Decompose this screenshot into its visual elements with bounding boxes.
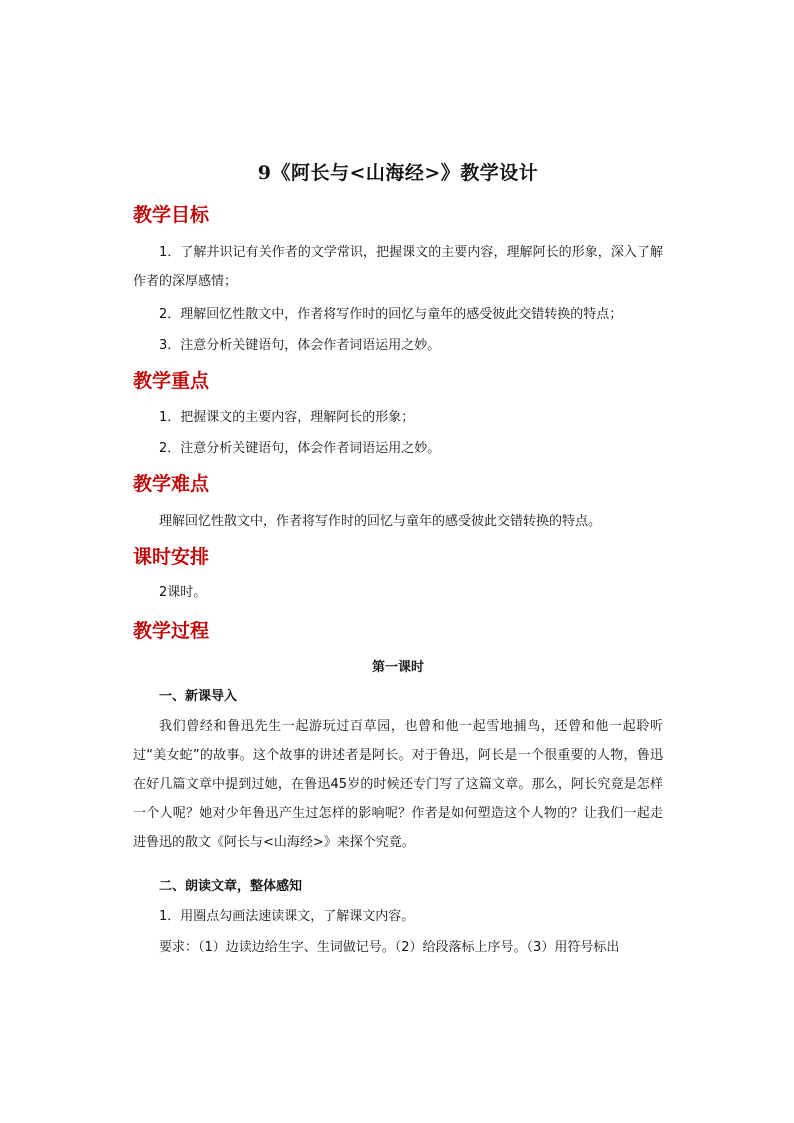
objective-item-3: 3．注意分析关键语句，体会作者词语运用之妙。 — [159, 338, 441, 353]
objective-item-2: 2．理解回忆性散文中，作者将写作时的回忆与童年的感受彼此交错转换的特点； — [159, 307, 623, 322]
section-heading-objectives: 教学目标 — [133, 204, 210, 226]
key-point-item-1: 1．把握课文的主要内容，理解阿长的形象； — [159, 410, 415, 425]
part1-paragraph: 我们曾经和鲁迅先生一起游玩过百草园，也曾和他一起雪地捕鸟，还曾和他一起聆听过“美女蛇”的故事。这个故事的讲述者是阿长。对于鲁迅，阿长是一个很重要的人物，鲁迅在好几篇文章中提到过她，在鲁迅45岁的时候还专门写了这篇文章。那么，阿长究竟是怎样一个人呢？她对少年鲁迅产生过怎样的影响呢？作者是如何塑造这个人物的？让我们一起走进鲁迅的散文《阿长与<山海经>》来探个究竟。 — [133, 719, 663, 850]
key-point-item-2: 2．注意分析关键语句，体会作者词语运用之妙。 — [159, 441, 441, 456]
part1-heading: 一、新课导入 — [159, 689, 238, 704]
part2-item-1: 1．用圈点勾画法速读课文，了解课文内容。 — [159, 909, 415, 924]
section-heading-difficulties: 教学难点 — [133, 473, 210, 495]
lesson-title: 第一课时 — [371, 660, 424, 675]
objective-item-1: 1．了解并识记有关作者的文学常识，把握课文的主要内容，理解阿长的形象，深入了解作者的深厚感情； — [133, 245, 663, 289]
schedule-text: 2课时。 — [159, 585, 207, 600]
part2-requirement: 要求：（1）边读边给生字、生词做记号。（2）给段落标上序号。（3）用符号标出 — [159, 940, 620, 955]
section-heading-schedule: 课时安排 — [133, 546, 210, 568]
document-title: 9《阿长与<山海经>》教学设计 — [257, 162, 539, 184]
section-heading-key-points: 教学重点 — [133, 370, 210, 392]
part2-heading: 二、朗读文章，整体感知 — [159, 879, 303, 894]
difficulty-text: 理解回忆性散文中，作者将写作时的回忆与童年的感受彼此交错转换的特点。 — [159, 514, 602, 529]
section-heading-process: 教学过程 — [133, 620, 210, 642]
